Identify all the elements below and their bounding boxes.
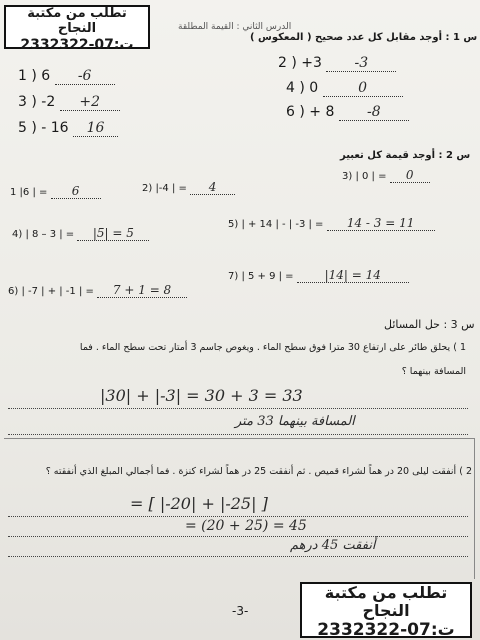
- q2-item-5-answer: 14 - 3 = 11: [327, 216, 435, 231]
- q1-item-5-label: 5 ) - 16: [18, 120, 69, 136]
- q3-problem-1-line2: المسافة بينهما ؟: [401, 366, 466, 377]
- q1-item-5-answer: 16: [73, 120, 118, 137]
- q1-item-2-label: 2 ) +3: [278, 55, 322, 71]
- q3-problem-2-work3: أنفقت 45 درهم: [290, 538, 376, 553]
- stamp-line2: ت:07-2332322: [317, 619, 455, 640]
- q1-item-4-answer: 0: [323, 80, 403, 97]
- answer-line: [8, 556, 468, 557]
- q2-item-1: [10, 184, 101, 199]
- q1-item-2: [278, 55, 396, 72]
- q2-item-7: [228, 268, 409, 283]
- q1-title: س 1 : أوجد مقابل كل عدد صحيح ( المعكوس ): [250, 32, 478, 43]
- page-number: -3-: [232, 604, 249, 618]
- q2-item-5: [228, 216, 435, 231]
- q2-item-6-answer: 7 + 1 = 8: [97, 283, 187, 298]
- q2-item-4-answer: |5| = 5: [77, 226, 149, 241]
- q1-item-6-answer: -8: [339, 104, 409, 121]
- q2-item-6-label: 6) | -7 | + | -1 | =: [8, 286, 94, 297]
- stamp-line2: ت:07-2332322: [20, 36, 134, 53]
- q2-item-7-label: 7) | 5 + 9 | =: [228, 271, 294, 282]
- q2-item-4-label: 4) | 8 – 3 | =: [12, 229, 75, 240]
- q1-item-1-answer: -6: [55, 68, 115, 85]
- q3-problem-2-work2: = (20 + 25) = 45: [185, 518, 307, 534]
- q2-item-5-label: 5) | + 14 | - | -3 | =: [228, 219, 324, 230]
- library-stamp-top: [4, 5, 150, 53]
- q1-item-3-label: 3 ) -2: [18, 94, 56, 110]
- answer-line: [8, 536, 468, 537]
- q3-problem-2-line1: 2 ) أنفقت ليلى 20 در هماً لشراء قميص . ثم أنفقت 25 در هماً لشراء كنزة . فما أجمالي المبلغ الذي أنفقته ؟: [45, 466, 472, 477]
- q2-item-1-label: 1 |6 | =: [10, 187, 48, 198]
- q2-item-4: [12, 226, 149, 241]
- q2-item-7-answer: |14| = 14: [297, 268, 409, 283]
- q1-item-6-label: 6 ) + 8: [286, 104, 335, 120]
- q1-item-4: [286, 80, 403, 97]
- q2-item-1-answer: 6: [51, 184, 101, 199]
- answer-line: [8, 408, 468, 409]
- stamp-line1: تطلب من مكتبة النجاح: [324, 583, 448, 621]
- q2-item-2-answer: 4: [190, 180, 235, 195]
- answer-line: [8, 434, 468, 435]
- q2-item-6: [8, 283, 187, 298]
- q3-problem-1-line1: 1 ) يحلق طائر على ارتفاع 30 مترا فوق سطح الماء . ويغوص جاسم 3 أمتار تحت سطح الماء . فما: [79, 342, 466, 353]
- q2-item-3-answer: 0: [390, 168, 430, 183]
- library-stamp-bottom: [300, 582, 472, 638]
- q1-item-3-answer: +2: [60, 94, 120, 111]
- q3-title: س 3 : حل المسائل: [384, 318, 475, 331]
- q1-item-2-answer: -3: [326, 55, 396, 72]
- q1-item-3: [18, 94, 120, 111]
- q3-problem-1-work2: المسافة بينهما 33 متر: [235, 414, 355, 429]
- q1-item-5: [18, 120, 118, 137]
- q3-problem-1-work1: |30| + |-3| = 30 + 3 = 33: [100, 386, 303, 405]
- q3-problem-2-work1: = [ |-20| + |-25| ]: [130, 494, 268, 513]
- stamp-line1: تطلب من مكتبة النجاح: [27, 6, 127, 36]
- q2-item-3-label: 3) | 0 | =: [342, 171, 387, 182]
- lesson-title: الدرس الثاني : القيمة المطلقة: [178, 22, 292, 32]
- q2-item-2-label: 2) |-4 | =: [142, 183, 187, 194]
- q1-item-1: [18, 68, 115, 85]
- q1-item-1-label: 1 ) 6: [18, 68, 51, 84]
- q1-item-4-label: 4 ) 0: [286, 80, 319, 96]
- q2-item-2: [142, 180, 235, 195]
- answer-line: [8, 516, 468, 517]
- q1-item-6: [286, 104, 409, 121]
- q2-title: س 2 : أوجد قيمة كل تعبير: [340, 150, 471, 161]
- q2-item-3: [342, 168, 430, 183]
